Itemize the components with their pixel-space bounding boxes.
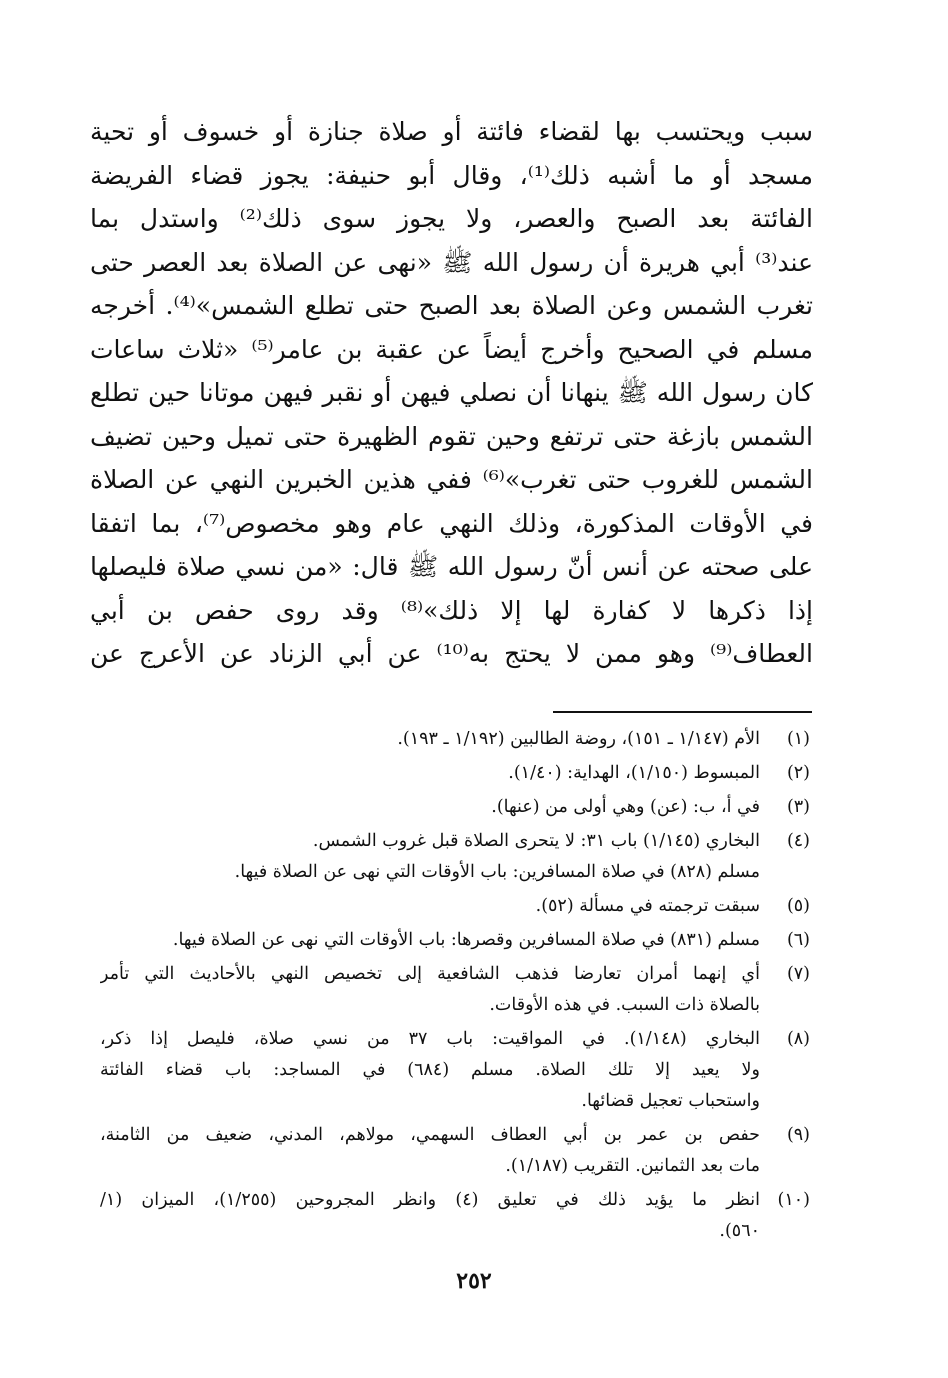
- body-line: في الأوقات المذكورة، وذلك النهي عام وهو مخصوص⁽⁷⁾، بما اتفقا: [90, 508, 813, 538]
- footnote-4: [100, 826, 810, 888]
- footnote-number: (٤): [786, 831, 810, 851]
- footnote-number: (٥): [786, 896, 810, 916]
- body-line: مسجد أو ما أشبه ذلك⁽¹⁾، وقال أبو حنيفة: يجوز قضاء الفريضة: [90, 160, 813, 190]
- footnote-text: المبسوط (١/١٥٠)، الهداية: (١/٤٠).: [508, 763, 760, 783]
- page-number: ٢٥٢: [456, 1268, 492, 1294]
- footnote-text: الأم (١/١٤٧ ـ ١٥١)، روضة الطالبين (١/١٩٢ ـ ١٩٣).: [397, 729, 760, 749]
- footnote-number: (٣): [786, 797, 810, 817]
- body-line: سبب ويحتسب بها لقضاء فائتة أو صلاة جنازة أو خسوف أو تحية: [90, 117, 813, 146]
- footnote-text: بالصلاة ذات السبب. في هذه الأوقات.: [489, 995, 760, 1015]
- footnote-10: [100, 1185, 810, 1247]
- body-line: تغرب الشمس وعن الصلاة بعد الصبح حتى تطلع الشمس»⁽⁴⁾. أخرجه: [90, 291, 813, 320]
- footnote-text: البخاري (١/١٤٨). في المواقيت: باب ٣٧ من نسي صلاة، فليصل إذا ذكر،: [100, 1029, 760, 1049]
- footnotes: [100, 724, 810, 1250]
- footnote-text: مات بعد الثمانين. التقريب (١/١٨٧).: [505, 1156, 760, 1176]
- body-line: الشمس بازغة حتى ترتفع وحين تقوم الظهيرة حتى تميل وحين تضيف: [90, 421, 813, 451]
- body-line: كان رسول الله ﷺ ينهانا أن نصلي فيهن أو نقبر فيهن موتانا حين تطلع: [90, 378, 813, 407]
- footnote-text: ولا يعيد إلا تلك الصلاة. مسلم (٦٨٤) في المساجد: باب قضاء الفائتة: [100, 1060, 760, 1080]
- footnote-number: (٢): [786, 763, 810, 783]
- footnote-9: [100, 1120, 810, 1182]
- body-line: الفائتة بعد الصبح والعصر، ولا يجوز سوى ذلك⁽²⁾ واستدل بما: [90, 204, 813, 233]
- footnote-number: (٦): [786, 930, 810, 950]
- body-line: عند⁽³⁾ أبي هريرة أن رسول الله ﷺ «نهى عن الصلاة بعد العصر حتى: [90, 247, 813, 277]
- body-line: إذا ذكرها لا كفارة لها إلا ذلك»⁽⁸⁾ وقد روى حفص بن أبي: [90, 595, 813, 625]
- footnote-text: مسلم (٨٢٨) في صلاة المسافرين: باب الأوقات التي نهى عن الصلاة فيها.: [234, 862, 760, 882]
- footnote-text: ٥٦٠).: [719, 1221, 760, 1241]
- footnote-text: حفص بن عمر بن أبي العطاف السهمي، مولاهم، المدني، ضعيف من الثامنة،: [100, 1125, 760, 1145]
- footnote-5: [100, 891, 810, 922]
- footnote-number: (١): [786, 729, 810, 749]
- footnote-3: [100, 792, 810, 823]
- footnote-text: في أ، ب: (عن) وهي أولى من (عنها).: [491, 797, 760, 817]
- footnote-separator: [553, 711, 812, 713]
- footnote-number: (٧): [786, 964, 810, 984]
- main-text: [90, 110, 813, 676]
- footnote-1: [100, 724, 810, 755]
- footnote-2: [100, 758, 810, 789]
- footnote-text: واستحباب تعجيل قضائها.: [581, 1091, 760, 1111]
- body-line: مسلم في الصحيح وأخرج أيضاً عن عقبة بن عامر⁽⁵⁾ «ثلاث ساعات: [90, 334, 813, 364]
- footnote-number: (٩): [786, 1125, 810, 1145]
- footnote-text: أي إنهما أمران تعارضا فذهب الشافعية إلى تخصيص النهي بالأحاديث التي تأمر: [100, 964, 760, 984]
- footnote-text: انظر ما يؤيد ذلك في تعليق (٤) وانظر المجروحين (١/٢٥٥)، الميزان (١/: [100, 1190, 760, 1210]
- body-line: الشمس للغروب حتى تغرب»⁽⁶⁾ ففي هذين الخبرين النهي عن الصلاة: [90, 465, 813, 494]
- footnote-7: [100, 959, 810, 1021]
- footnote-text: مسلم (٨٣١) في صلاة المسافرين وقصرها: باب الأوقات التي نهى عن الصلاة فيها.: [172, 930, 760, 950]
- footnote-number: (١٠): [777, 1190, 810, 1210]
- footnote-6: [100, 925, 810, 956]
- body-line: على صحته عن أنس أنّ رسول الله ﷺ قال: «من نسي صلاة فليصلها: [90, 552, 813, 581]
- footnote-text: البخاري (١/١٤٥) باب ٣١: لا يتحرى الصلاة قبل غروب الشمس.: [312, 831, 760, 851]
- footnote-number: (٨): [786, 1029, 810, 1049]
- footnote-text: سبقت ترجمته في مسألة (٥٢).: [535, 896, 760, 916]
- footnote-8: [100, 1024, 810, 1117]
- body-line: العطاف⁽⁹⁾ وهو ممن لا يحتج به⁽¹⁰⁾ عن أبي الزناد عن الأعرج عن: [90, 639, 813, 668]
